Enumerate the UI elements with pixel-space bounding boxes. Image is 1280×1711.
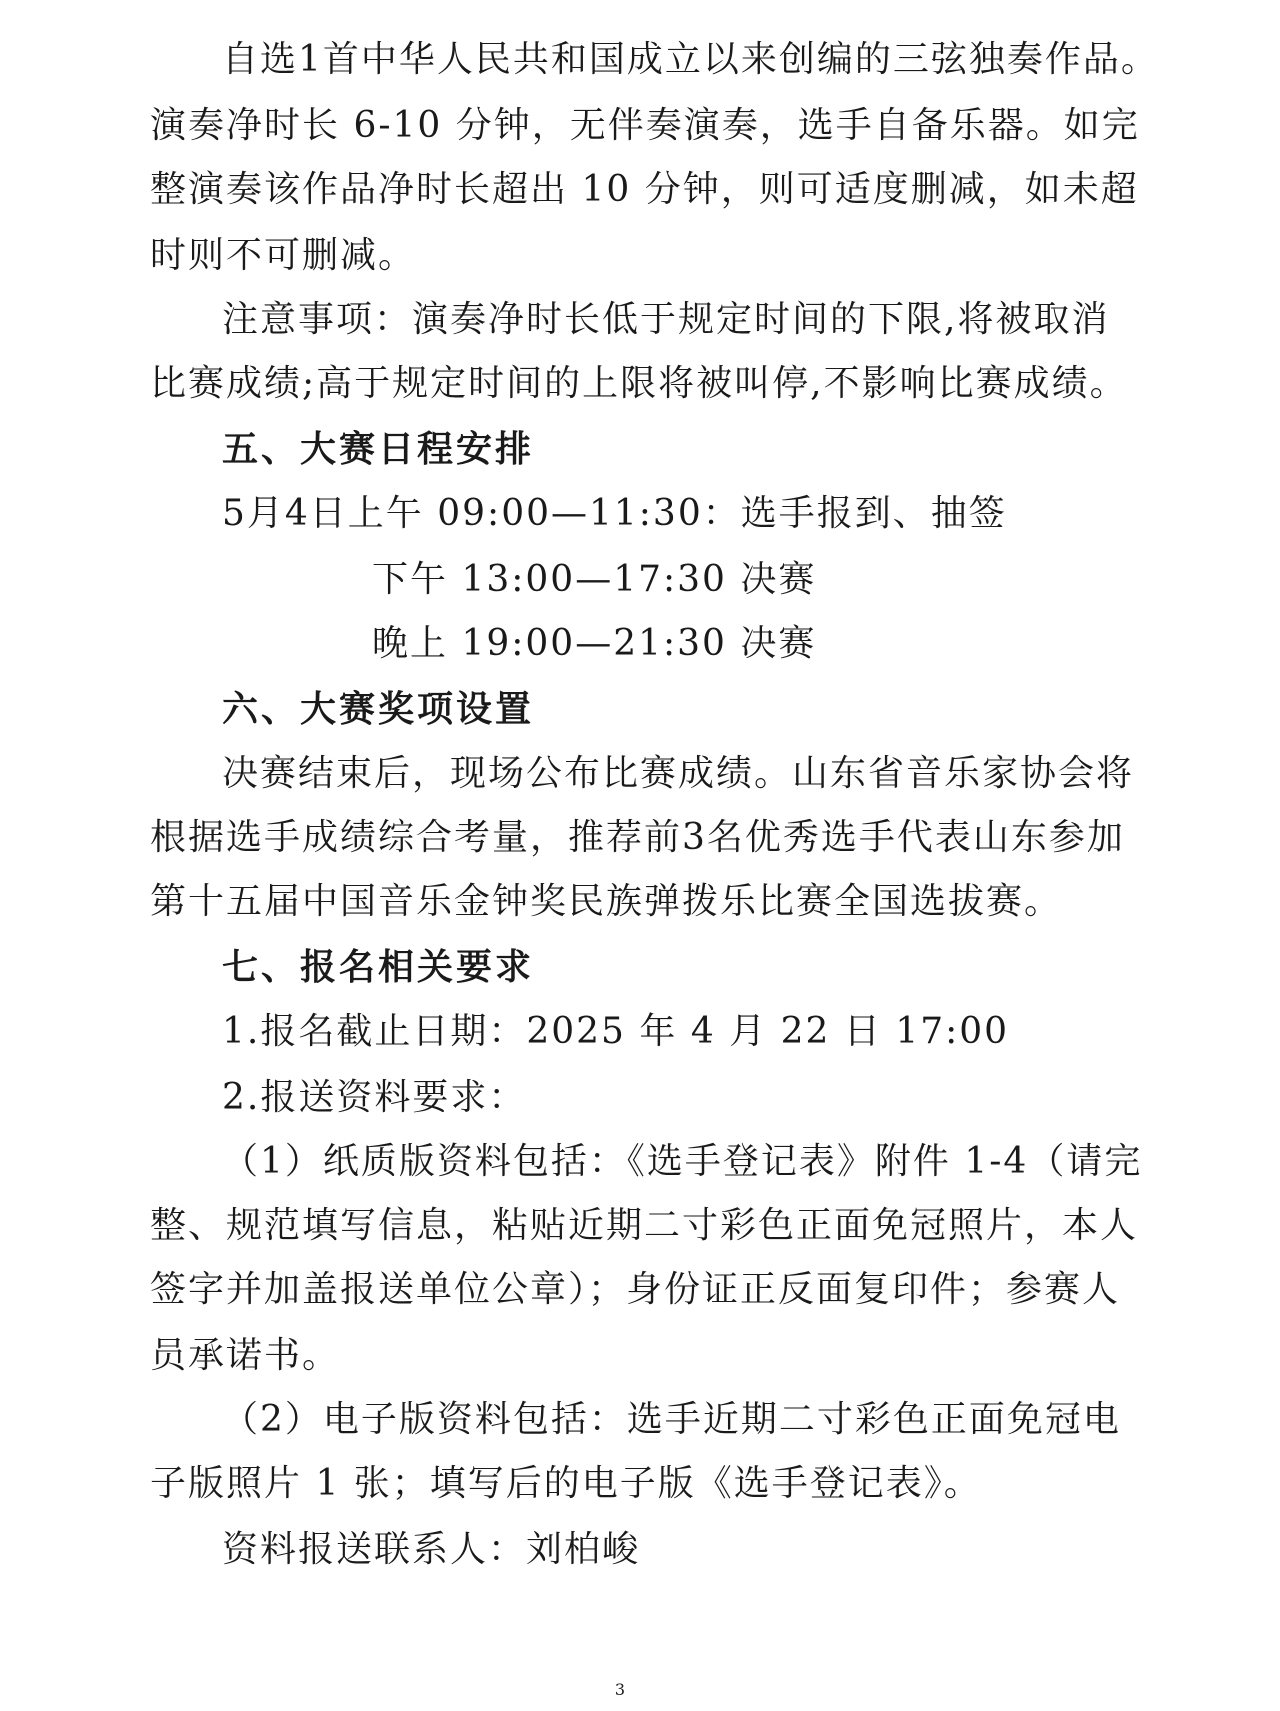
paper-line-2: 整、规范填写信息，粘贴近期二寸彩色正面免冠照片，本人 xyxy=(150,1205,1139,1246)
section4-line-1: 自选1首中华人民共和国成立以来创编的三弦独奏作品。 xyxy=(222,39,1159,80)
section6-heading: 六、大赛奖项设置 xyxy=(222,689,535,730)
schedule-line-3: 晚上 19:00—21:30 决赛 xyxy=(372,623,817,664)
section4-line-2: 演奏净时长 6-10 分钟，无伴奏演奏，选手自备乐器。如完 xyxy=(150,105,1140,146)
section4-line-4: 时则不可删减。 xyxy=(150,235,417,276)
paper-line-4: 员承诺书。 xyxy=(150,1335,341,1376)
paper-line-1: （1）纸质版资料包括：《选手登记表》附件 1-4（请完 xyxy=(222,1141,1143,1182)
schedule-line-2: 下午 13:00—17:30 决赛 xyxy=(372,559,817,600)
section7-heading: 七、报名相关要求 xyxy=(222,947,535,988)
notes-line-2: 比赛成绩;高于规定时间的上限将被叫停,不影响比赛成绩。 xyxy=(150,363,1128,404)
section6-line-1: 决赛结束后，现场公布比赛成绩。山东省音乐家协会将 xyxy=(222,753,1135,794)
section4-line-3: 整演奏该作品净时长超出 10 分钟，则可适度删减，如未超 xyxy=(150,169,1139,210)
deadline: 1.报名截止日期：2025 年 4 月 22 日 17:00 xyxy=(222,1011,1010,1052)
electronic-line-2: 子版照片 1 张；填写后的电子版《选手登记表》。 xyxy=(150,1463,982,1504)
materials-title: 2.报送资料要求： xyxy=(222,1077,527,1118)
section6-line-2: 根据选手成绩综合考量，推荐前3名优秀选手代表山东参加 xyxy=(150,817,1125,858)
section6-line-3: 第十五届中国音乐金钟奖民族弹拨乐比赛全国选拔赛。 xyxy=(150,881,1063,922)
notes-line-1: 注意事项：演奏净时长低于规定时间的下限,将被取消 xyxy=(222,299,1110,340)
electronic-line-1: （2）电子版资料包括：选手近期二寸彩色正面免冠电 xyxy=(222,1399,1121,1440)
paper-line-3: 签字并加盖报送单位公章）；身份证正反面复印件；参赛人 xyxy=(150,1269,1121,1310)
page-number: 3 xyxy=(614,1680,626,1699)
contact-person: 资料报送联系人：刘柏峻 xyxy=(222,1529,641,1570)
schedule-line-1: 5月4日上午 09:00—11:30：选手报到、抽签 xyxy=(222,493,1007,534)
section5-heading: 五、大赛日程安排 xyxy=(222,429,535,470)
